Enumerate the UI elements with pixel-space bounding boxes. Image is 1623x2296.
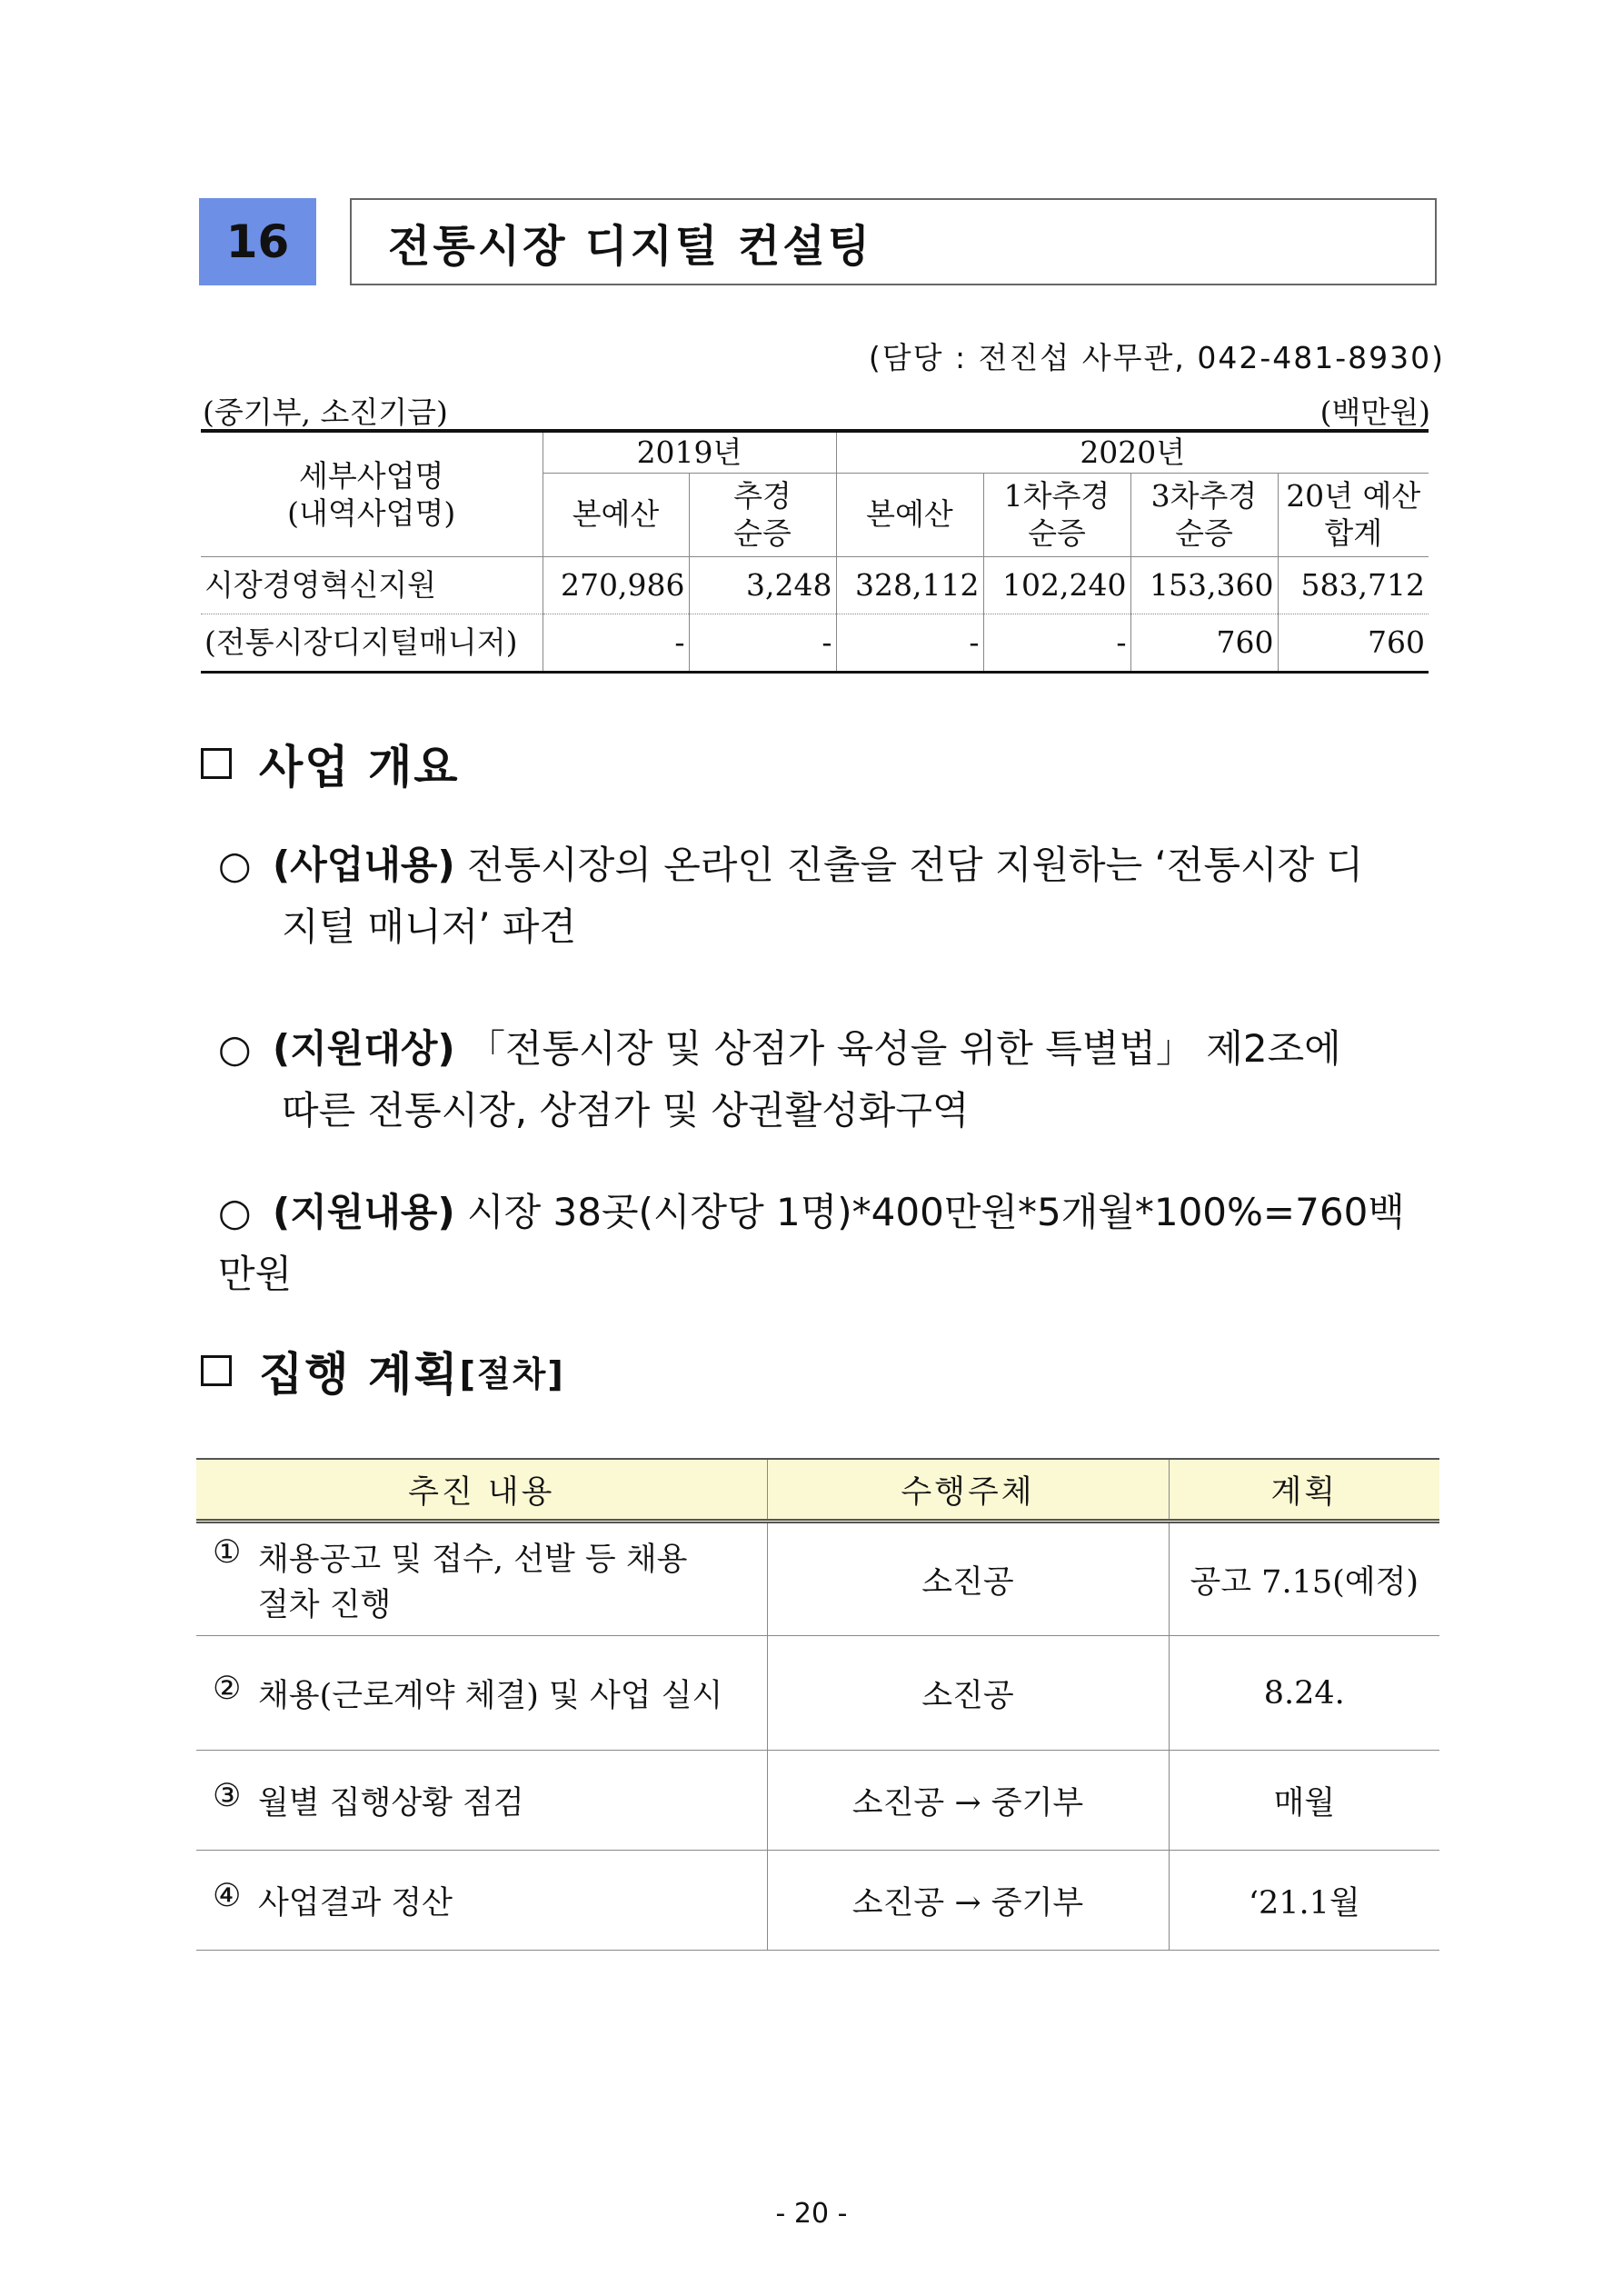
budget-cell: 153,360	[1130, 556, 1278, 614]
item-label: (사업내용)	[273, 843, 455, 887]
circle-bullet-icon: ○	[218, 1026, 252, 1071]
plan-header-plan: 계획	[1169, 1459, 1439, 1522]
plan-plan-cell: 공고 7.15(예정)	[1169, 1522, 1439, 1636]
contact-info: (담당 : 전진섭 사무관, 042-481-8930)	[868, 340, 1445, 375]
overview-item-content	[218, 834, 1436, 958]
table-row	[196, 1636, 1439, 1751]
plan-actor-cell: 소진공 → 중기부	[767, 1751, 1169, 1851]
step-text: 채용(근로계약 체결) 및 사업 실시	[258, 1677, 723, 1714]
budget-cell: 328,112	[836, 556, 983, 614]
plan-plan-cell: 8.24.	[1169, 1636, 1439, 1751]
table-row	[201, 556, 1429, 614]
step-number: ④	[213, 1877, 242, 1914]
section-heading-plan	[201, 1338, 565, 1403]
budget-row-name: 시장경영혁신지원	[201, 556, 543, 614]
table-row	[196, 1522, 1439, 1636]
budget-header-2019: 2019년	[543, 431, 836, 473]
budget-header-2020: 2020년	[836, 431, 1429, 473]
budget-col-2020-main: 본예산	[836, 473, 983, 556]
plan-content-cell	[196, 1851, 767, 1951]
table-row	[196, 1851, 1439, 1951]
plan-content-cell	[196, 1751, 767, 1851]
plan-actor-cell: 소진공 → 중기부	[767, 1851, 1169, 1951]
budget-col-2020-total: 20년 예산 합계	[1278, 473, 1429, 556]
item-text: 전통시장의 온라인 진출을 전담 지원하는 ‘전통시장 디	[454, 843, 1364, 887]
budget-col-2019-main: 본예산	[543, 473, 689, 556]
budget-cell: 583,712	[1278, 556, 1429, 614]
circle-bullet-icon: ○	[218, 843, 252, 887]
table-row	[201, 614, 1429, 672]
step-number: ③	[213, 1777, 242, 1814]
plan-header-actor: 수행주체	[767, 1459, 1169, 1522]
overview-item-support	[218, 1182, 1436, 1305]
budget-header-name: 세부사업명 (내역사업명)	[201, 431, 543, 556]
step-number: ②	[213, 1670, 242, 1707]
budget-cell: 760	[1130, 614, 1278, 672]
square-bullet-icon	[201, 1355, 232, 1386]
plan-content-cell	[196, 1522, 767, 1636]
plan-actor-cell: 소진공	[767, 1636, 1169, 1751]
budget-cell: -	[543, 614, 689, 672]
section-number-badge: 16	[199, 198, 316, 285]
plan-actor-cell: 소진공	[767, 1522, 1169, 1636]
budget-cell: -	[836, 614, 983, 672]
page-number: - 20 -	[775, 2198, 848, 2230]
budget-unit-caption: (백만원)	[1319, 394, 1430, 430]
item-text-cont: 지털 매니저’ 파견	[282, 904, 577, 949]
item-text: 시장 38곳(시장당 1명)*400만원*5개월*100%=760백만원	[218, 1190, 1405, 1296]
step-text: 월별 집행상황 점검	[258, 1784, 524, 1822]
plan-table	[196, 1458, 1439, 1951]
step-text: 사업결과 정산	[258, 1884, 453, 1922]
budget-cell: -	[983, 614, 1130, 672]
circle-bullet-icon: ○	[218, 1190, 252, 1234]
budget-col-2020-supp1: 1차추경 순증	[983, 473, 1130, 556]
budget-agency-caption: (중기부, 소진기금)	[203, 394, 448, 430]
square-bullet-icon	[201, 748, 232, 779]
page-title: 전통시장 디지털 컨설팅	[350, 198, 1437, 285]
section-heading-sub: [절차]	[459, 1353, 565, 1394]
budget-col-2019-supp: 추경 순증	[689, 473, 836, 556]
plan-header-content: 추진 내용	[196, 1459, 767, 1522]
budget-cell: 102,240	[983, 556, 1130, 614]
item-label: (지원대상)	[273, 1026, 455, 1071]
item-text-cont: 따른 전통시장, 상점가 및 상권활성화구역	[282, 1088, 970, 1133]
step-text: 채용공고 및 접수, 선발 등 채용	[258, 1541, 688, 1578]
table-row	[196, 1751, 1439, 1851]
section-heading-text: 집행 계획	[259, 1348, 460, 1401]
budget-row-name: (전통시장디지털매니저)	[201, 614, 543, 672]
plan-plan-cell: 매월	[1169, 1751, 1439, 1851]
step-number: ①	[213, 1533, 242, 1571]
plan-plan-cell: ‘21.1월	[1169, 1851, 1439, 1951]
budget-cell: 760	[1278, 614, 1429, 672]
budget-col-2020-supp3: 3차추경 순증	[1130, 473, 1278, 556]
plan-content-cell	[196, 1636, 767, 1751]
section-heading-overview	[201, 731, 460, 796]
item-text: 「전통시장 및 상점가 육성을 위한 특별법」 제2조에	[454, 1026, 1341, 1071]
budget-cell: -	[689, 614, 836, 672]
step-text-cont: 절차 진행	[258, 1586, 392, 1623]
overview-item-target	[218, 1018, 1436, 1142]
budget-cell: 3,248	[689, 556, 836, 614]
section-heading-text: 사업 개요	[259, 741, 460, 794]
budget-table	[201, 429, 1429, 674]
budget-cell: 270,986	[543, 556, 689, 614]
item-label: (지원내용)	[273, 1190, 455, 1234]
